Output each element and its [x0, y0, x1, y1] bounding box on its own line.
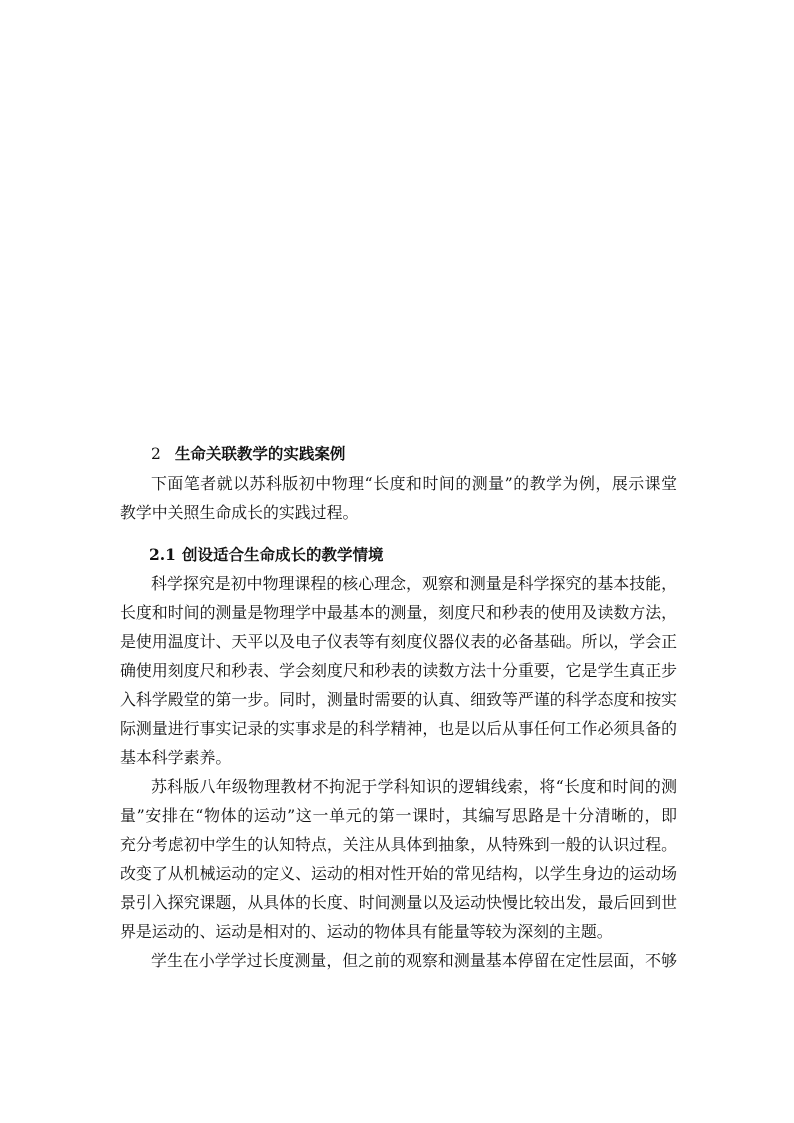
section-number: 2: [151, 445, 161, 463]
body-paragraph-3: [120, 946, 677, 975]
paragraph-line: 改变了从机械运动的定义、运动的相对性开始的常见结构，以学生身边的运动场: [120, 864, 677, 883]
paragraph-line: 景引入探究课题，从具体的长度、时间测量以及运动快慢比较出发，最后回到世: [120, 893, 677, 912]
section-heading: [120, 442, 677, 466]
paragraph-line: 入科学殿堂的第一步。同时，测量时需要的认真、细致等严谨的科学态度和按实: [120, 690, 677, 709]
section-title: 生命关联教学的实践案例: [174, 444, 346, 463]
body-paragraph-1: [120, 569, 677, 772]
document-body: [120, 442, 677, 975]
paragraph-line: 基本科学素养。: [120, 748, 232, 767]
paragraph-line: 量”安排在“物体的运动”这一单元的第一课时，其编写思路是十分清晰的，即: [120, 806, 677, 825]
subsection-number: 2.1: [149, 545, 176, 564]
paragraph-line: 确使用刻度尺和秒表、学会刻度尺和秒表的读数方法十分重要，它是学生真正步: [120, 661, 677, 680]
paragraph-line: 际测量进行事实记录的实事求是的科学精神，也是以后从事任何工作必须具备的: [120, 719, 677, 738]
subsection-title: 创设适合生命成长的教学情境: [181, 545, 384, 564]
paragraph-line: 充分考虑初中学生的认知特点，关注从具体到抽象，从特殊到一般的认识过程。: [120, 835, 677, 854]
paragraph-line: 界是运动的、运动是相对的、运动的物体具有能量等较为深刻的主题。: [120, 922, 613, 941]
paragraph-line: 教学中关照生命成长的实践过程。: [120, 503, 359, 522]
intro-paragraph: [120, 469, 677, 527]
subsection-heading: [120, 541, 677, 569]
body-paragraph-2: [120, 772, 677, 946]
paragraph-line: 科学探究是初中物理课程的核心理念，观察和测量是科学探究的基本技能，: [151, 574, 677, 593]
paragraph-line: 学生在小学学过长度测量，但之前的观察和测量基本停留在定性层面，不够: [151, 951, 677, 970]
paragraph-line: 是使用温度计、天平以及电子仪表等有刻度仪器仪表的必备基础。所以，学会正: [120, 632, 677, 651]
paragraph-line: 长度和时间的测量是物理学中最基本的测量，刻度尺和秒表的使用及读数方法，: [120, 603, 677, 622]
paragraph-line: 下面笔者就以苏科版初中物理“长度和时间的测量”的教学为例，展示课堂: [151, 474, 677, 493]
paragraph-line: 苏科版八年级物理教材不拘泥于学科知识的逻辑线索，将“长度和时间的测: [151, 777, 677, 796]
